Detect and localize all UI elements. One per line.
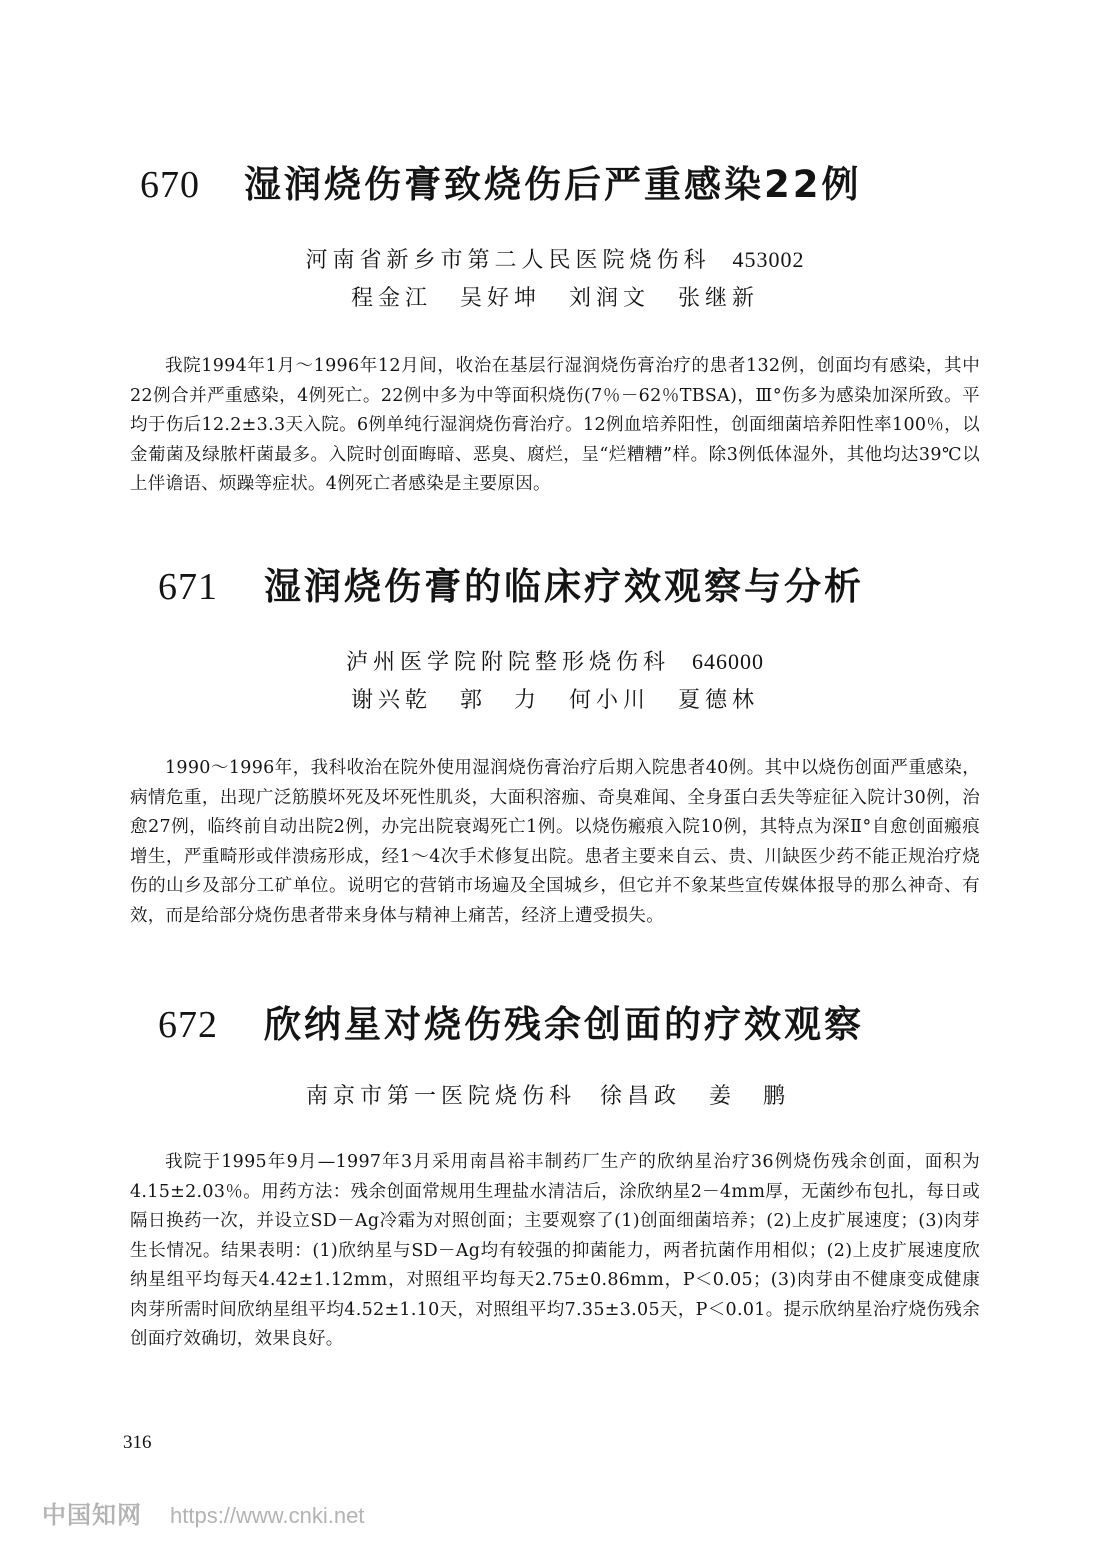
abstract: 1990～1996年，我科收治在院外使用湿润烧伤膏治疗后期入院患者40例。其中以烧伤创面严重感染，病情危重，出现广泛筋膜坏死及坏死性肌炎，大面积溶痂、奇臭难闻、全身蛋白丢失等症征入院计30例，治愈27例，临终前自动出院2例，办完出院衰竭死亡1例。以烧伤瘢痕入院10例，其特点为深Ⅱ°自愈创面瘢痕增生，严重畸形或伴溃疡形成，经1～4次手术修复出院。患者主要来自云、贵、川缺医少药不能正规治疗烧伤的山乡及部分工矿单位。说明它的营销市场遍及全国城乡，但它并不象某些宣传媒体报导的那么神奇、有效，而是给部分烧伤患者带来身体与精神上痛苦，经济上遭受损失。 (130, 758, 980, 926)
postal-code: 646000 (692, 649, 764, 674)
author: 徐昌政 (599, 1084, 681, 1109)
affiliation: 泸州医学院附院整形烧伤科 (345, 650, 670, 675)
author: 谢兴乾 (350, 688, 432, 713)
article-title: 湿润烧伤膏致烧伤后严重感染22例 (244, 163, 862, 206)
author: 姜 鹏 (709, 1084, 791, 1109)
affiliation-authors-line (130, 1078, 980, 1116)
article-670 (130, 160, 980, 500)
cnki-logo: 中国知网 (42, 1501, 142, 1529)
article-671 (130, 562, 980, 931)
author: 夏德林 (678, 688, 760, 713)
footer-url[interactable]: https://www.cnki.net (170, 1503, 365, 1528)
abstract: 我院于1995年9月—1997年3月采用南昌裕丰制药厂生产的欣纳星治疗36例烧伤残余创面，面积为4.15±2.03％。用药方法：残余创面常规用生理盐水清洁后，涂欣纳星2－4mm厚，无菌纱布包扎，每日或隔日换药一次，并设立SD－Ag冷霜为对照创面；主要观察了(1)创面细菌培养；(2)上皮扩展速度；(3)肉芽生长情况。结果表明：(1)欣纳星与SD－Ag均有较强的抑菌能力，两者抗菌作用相似；(2)上皮扩展速度欣纳星组平均每天4.42±1.12mm，对照组平均每天2.75±0.86mm，P＜0.05；(3)肉芽由不健康变成健康肉芽所需时间欣纳星组平均4.52±1.10天，对照组平均7.35±3.05天，P＜0.01。提示欣纳星治疗烧伤残余创面疗效确切，效果良好。 (130, 1152, 980, 1349)
article-heading (130, 160, 980, 210)
affiliation: 河南省新乡市第二人民医院烧伤科 (305, 248, 711, 273)
author: 张继新 (678, 286, 760, 311)
affiliation: 南京市第一医院烧伤科 (305, 1084, 576, 1109)
author: 郭 力 (459, 688, 541, 713)
article-title: 欣纳星对烧伤残余创面的疗效观察 (264, 1003, 864, 1046)
postal-code: 453002 (732, 247, 805, 272)
article-number: 671 (158, 566, 218, 608)
page-number: 316 (123, 1432, 152, 1453)
author: 刘润文 (569, 286, 651, 311)
author: 程金江 (350, 286, 432, 311)
article-heading (130, 562, 980, 612)
article-672 (130, 1000, 980, 1355)
affiliation-line (130, 241, 980, 280)
authors-line (130, 682, 980, 720)
article-number: 672 (158, 1004, 218, 1046)
author: 何小川 (569, 688, 651, 713)
abstract: 我院1994年1月～1996年12月间，收治在基层行湿润烧伤膏治疗的患者132例，创面均有感染，其中22例合并严重感染，4例死亡。22例中多为中等面积烧伤(7％－62％TBSA)，Ⅲ°伤多为感染加深所致。平均于伤后12.2±3.3天入院。6例单纯行湿润烧伤膏治疗。12例血培养阳性，创面细菌培养阳性率100％，以金葡菌及绿脓杆菌最多。入院时创面晦暗、恶臭、腐烂，呈“烂糟糟”样。除3例低体湿外，其他均达39℃以上伴谵语、烦躁等症状。4例死亡者感染是主要原因。 (130, 356, 980, 494)
article-title: 湿润烧伤膏的临床疗效观察与分析 (264, 565, 864, 608)
footer-watermark (42, 1495, 364, 1530)
author: 吴好坤 (459, 286, 541, 311)
affiliation-line (130, 643, 980, 682)
authors-line (130, 280, 980, 318)
article-number: 670 (140, 164, 200, 206)
article-heading (130, 1000, 980, 1050)
